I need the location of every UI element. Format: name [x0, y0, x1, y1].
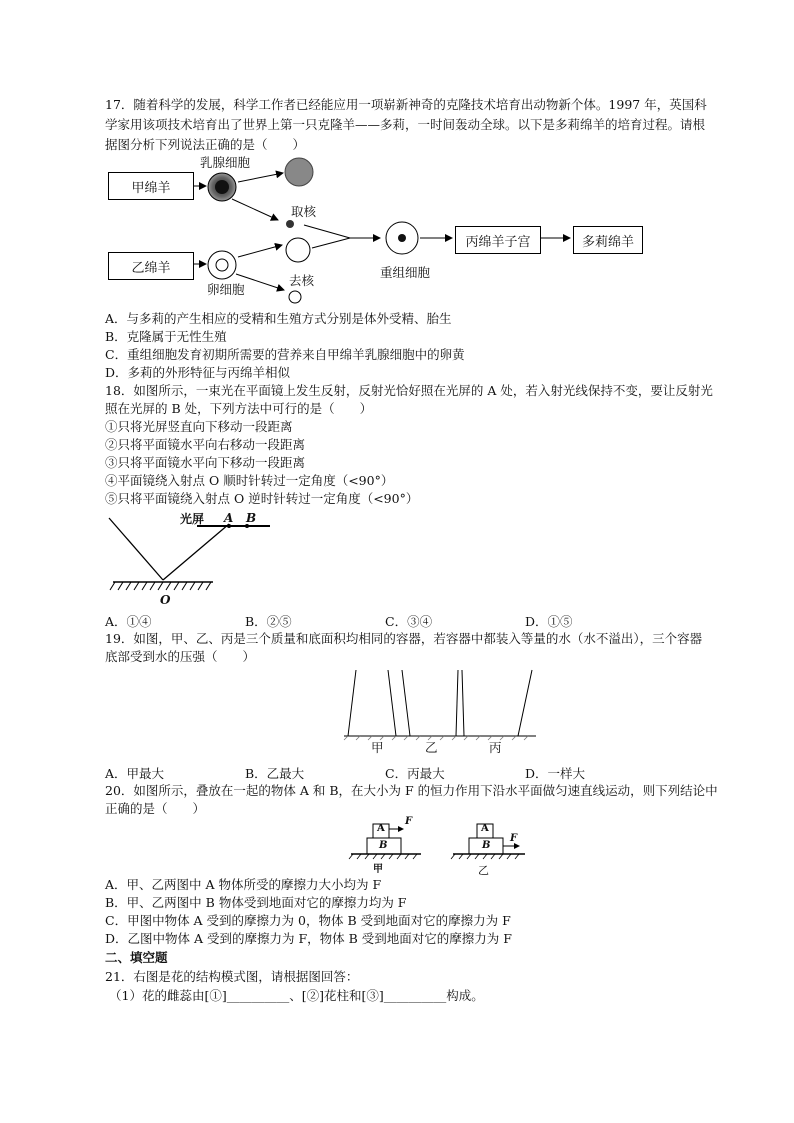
container-c-label: 丙 [489, 740, 502, 755]
block-b-right-label: B [482, 840, 491, 851]
block-b-left-label: B [379, 840, 388, 851]
q20-line1: 20．如图所示，叠放在一起的物体 A 和 B，在大小为 F 的恒力作用下沿水平面做匀速直线运动，则下列结论中 [105, 783, 718, 798]
q19-line2: 底部受到水的压强（ ） [105, 649, 256, 664]
q18-item-1: ①只将光屏竖直向下移动一段距离 [105, 419, 293, 434]
q17-option-c: C．重组细胞发育初期所需要的营养来自甲绵羊乳腺细胞中的卵黄 [105, 347, 465, 362]
recombined-label: 重组细胞 [380, 265, 431, 280]
q21-line1: 21．右图是花的结构模式图，请根据图回答： [105, 969, 359, 984]
egg-label: 卵细胞 [207, 282, 245, 297]
q18-item-2: ②只将平面镜水平向右移动一段距离 [105, 437, 306, 452]
force-f-left-label: F [405, 816, 413, 827]
q19-option-a: A．甲最大 [105, 766, 165, 781]
q18-option-b: B．②⑤ [245, 614, 292, 629]
point-b-label: B [246, 511, 257, 525]
container-b-label: 乙 [425, 740, 438, 755]
take-nucleus-label: 取核 [291, 204, 317, 219]
dolly-box: 多莉绵羊 [573, 226, 643, 254]
screen-label: 光屏 [180, 512, 205, 526]
q17-line1: 17．随着科学的发展，科学工作者已经能应用一项崭新神奇的克隆技术培育出动物新个体。1997 年，英国科 [105, 97, 707, 112]
mammary-label: 乳腺细胞 [200, 155, 251, 170]
sheep-a-box: 甲绵羊 [108, 172, 194, 200]
q20-option-b: B．甲、乙两图中 B 物体受到地面对它的摩擦力均为 F [105, 895, 407, 910]
q21-line2: （1）花的雌蕊由[①]__________、[②]花柱和[③]__________构成。 [109, 988, 484, 1003]
q19-option-c: C．丙最大 [385, 766, 445, 781]
point-o-label: O [160, 593, 171, 607]
q19-line1: 19．如图，甲、乙、丙是三个质量和底面积均相同的容器，若容器中都装入等量的水（水不溢出），三个容器 [105, 631, 703, 646]
container-a-label: 甲 [371, 740, 384, 755]
block-a-left-label: A [377, 823, 385, 834]
section-heading: 二、填空题 [105, 950, 168, 965]
diagram-left-label: 甲 [373, 864, 383, 875]
q19-option-d: D．一样大 [525, 766, 586, 781]
uterus-box: 丙绵羊子宫 [455, 226, 541, 254]
q18-option-a: A．①④ [105, 614, 152, 629]
q18-line1: 18．如图所示，一束光在平面镜上发生反射，反射光恰好照在光屏的 A 处，若入射光线保持不变，要让反射光 [105, 383, 713, 398]
q18-option-d: D．①⑤ [525, 614, 573, 629]
force-f-right-label: F [510, 833, 518, 844]
q17-option-d: D．多莉的外形特征与丙绵羊相似 [105, 365, 291, 380]
q17-option-a: A．与多莉的产生相应的受精和生殖方式分别是体外受精、胎生 [105, 311, 452, 326]
containers-diagram [340, 666, 540, 746]
q17-line2: 学家用该项技术培育出了世界上第一只克隆羊——多莉，一时间轰动全球。以下是多莉绵羊的培育过程。请根 [105, 117, 706, 132]
q17-option-b: B．克隆属于无性生殖 [105, 329, 227, 344]
block-a-right-label: A [481, 823, 489, 834]
q17-line3: 据图分析下列说法正确的是（ ） [105, 137, 306, 152]
q18-item-5: ⑤只将平面镜绕入射点 O 逆时针转过一定角度（<90°） [105, 491, 419, 506]
q20-line2: 正确的是（ ） [105, 801, 206, 816]
q18-option-c: C．③④ [385, 614, 433, 629]
q19-option-b: B．乙最大 [245, 766, 305, 781]
diagram-right-label: 乙 [478, 864, 489, 877]
q18-item-4: ④平面镜绕入射点 O 顺时针转过一定角度（<90°） [105, 473, 394, 488]
q18-line2: 照在光屏的 B 处，下列方法中可行的是（ ） [105, 401, 373, 416]
q18-item-3: ③只将平面镜水平向下移动一段距离 [105, 455, 306, 470]
point-a-label: A [224, 511, 234, 525]
q20-option-a: A．甲、乙两图中 A 物体所受的摩擦力大小均为 F [105, 877, 382, 892]
q20-option-c: C．甲图中物体 A 受到的摩擦力为 0，物体 B 受到地面对它的摩擦力为 F [105, 913, 511, 928]
sheep-b-box: 乙绵羊 [108, 252, 194, 280]
q20-option-d: D．乙图中物体 A 受到的摩擦力为 F，物体 B 受到地面对它的摩擦力为 F [105, 931, 512, 946]
remove-nucleus-label: 去核 [289, 273, 315, 288]
